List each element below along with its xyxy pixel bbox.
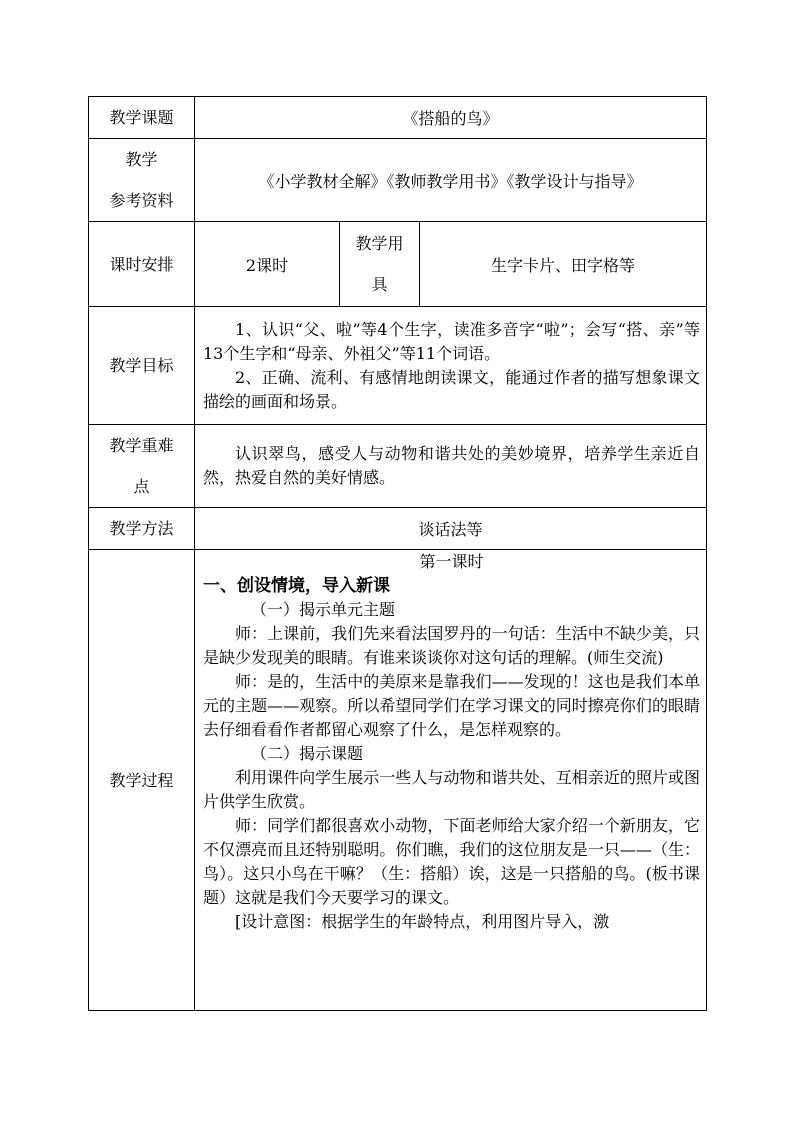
goal-item-1: 1、认识“父、啦”等4个生字，读准多音字“啦”；会写“搭、亲”等13个生字和“母亲、外祖父”等11个词语。 xyxy=(203,319,701,363)
reference-value: 《小学教材全解》《教师教学用书》《教学设计与指导》 xyxy=(195,139,707,222)
tools-label xyxy=(340,222,420,307)
key-points-label-line2: 点 xyxy=(133,477,150,496)
paragraph-2: 师：是的，生活中的美原来是靠我们——发现的！这也是我们本单元的主题——观察。所以希望同学们在学习课文的同时擦亮你们的眼睛去仔细看看作者都留心观察了什么，是怎样观察的。 xyxy=(203,672,701,739)
subheading-1: （一）揭示单元主题 xyxy=(251,600,396,619)
method-value: 谈话法等 xyxy=(195,508,707,550)
paragraph-4: 师：同学们都很喜欢小动物，下面老师给大家介绍一个新朋友，它不仅漂亮而且还特别聪明。你们瞧，我们的这位朋友是一只——（生：鸟）。这只小鸟在干嘛？（生：搭船）诶，这是一只搭船的鸟。(板书课题）这就是我们今天要学习的课文。 xyxy=(203,816,701,907)
paragraph-3: 利用课件向学生展示一些人与动物和谐共处、互相亲近的照片或图片供学生欣赏。 xyxy=(203,768,701,811)
row-method xyxy=(89,508,707,550)
key-points-label-line1: 教学重难 xyxy=(109,436,174,455)
tools-label-line2: 具 xyxy=(371,275,388,294)
row-process xyxy=(89,550,707,1011)
subheading-2: （二）揭示课题 xyxy=(251,744,364,763)
row-schedule xyxy=(89,222,707,307)
lesson-title: 第一课时 xyxy=(419,552,484,571)
schedule-value: 2课时 xyxy=(195,222,340,307)
paragraph-1: 师：上课前，我们先来看法国罗丹的一句话：生活中不缺少美，只是缺少发现美的眼睛。有谁来谈谈你对这句话的理解。(师生交流) xyxy=(203,624,701,667)
lesson-plan-table xyxy=(88,96,707,1011)
row-key-points xyxy=(89,425,707,508)
paragraph-5: [设计意图：根据学生的年龄特点，利用图片导入，激 xyxy=(235,912,610,931)
method-label: 教学方法 xyxy=(89,508,195,550)
key-points-value xyxy=(195,425,707,508)
goals-content xyxy=(195,307,707,425)
process-content xyxy=(195,550,707,1011)
goal-item-2: 2、正确、流利、有感情地朗读课文，能通过作者的描写想象课文描绘的画面和场景。 xyxy=(203,367,701,411)
key-points-text: 认识翠鸟，感受人与动物和谐共处的美妙境界，培养学生亲近自然，热爱自然的美好情感。 xyxy=(203,444,701,487)
tools-label-line1: 教学用 xyxy=(355,234,404,253)
row-reference xyxy=(89,139,707,222)
schedule-label: 课时安排 xyxy=(89,222,195,307)
row-topic xyxy=(89,97,707,139)
process-label: 教学过程 xyxy=(89,550,195,1011)
topic-label: 教学课题 xyxy=(89,97,195,139)
reference-label-line2: 参考资料 xyxy=(109,191,174,210)
reference-label xyxy=(89,139,195,222)
goals-label: 教学目标 xyxy=(89,307,195,425)
row-goals xyxy=(89,307,707,425)
key-points-label xyxy=(89,425,195,508)
topic-value: 《搭船的鸟》 xyxy=(195,97,707,139)
section-heading: 一、创设情境，导入新课 xyxy=(203,576,390,596)
reference-label-line1: 教学 xyxy=(125,150,158,169)
tools-value: 生字卡片、田字格等 xyxy=(420,222,707,307)
